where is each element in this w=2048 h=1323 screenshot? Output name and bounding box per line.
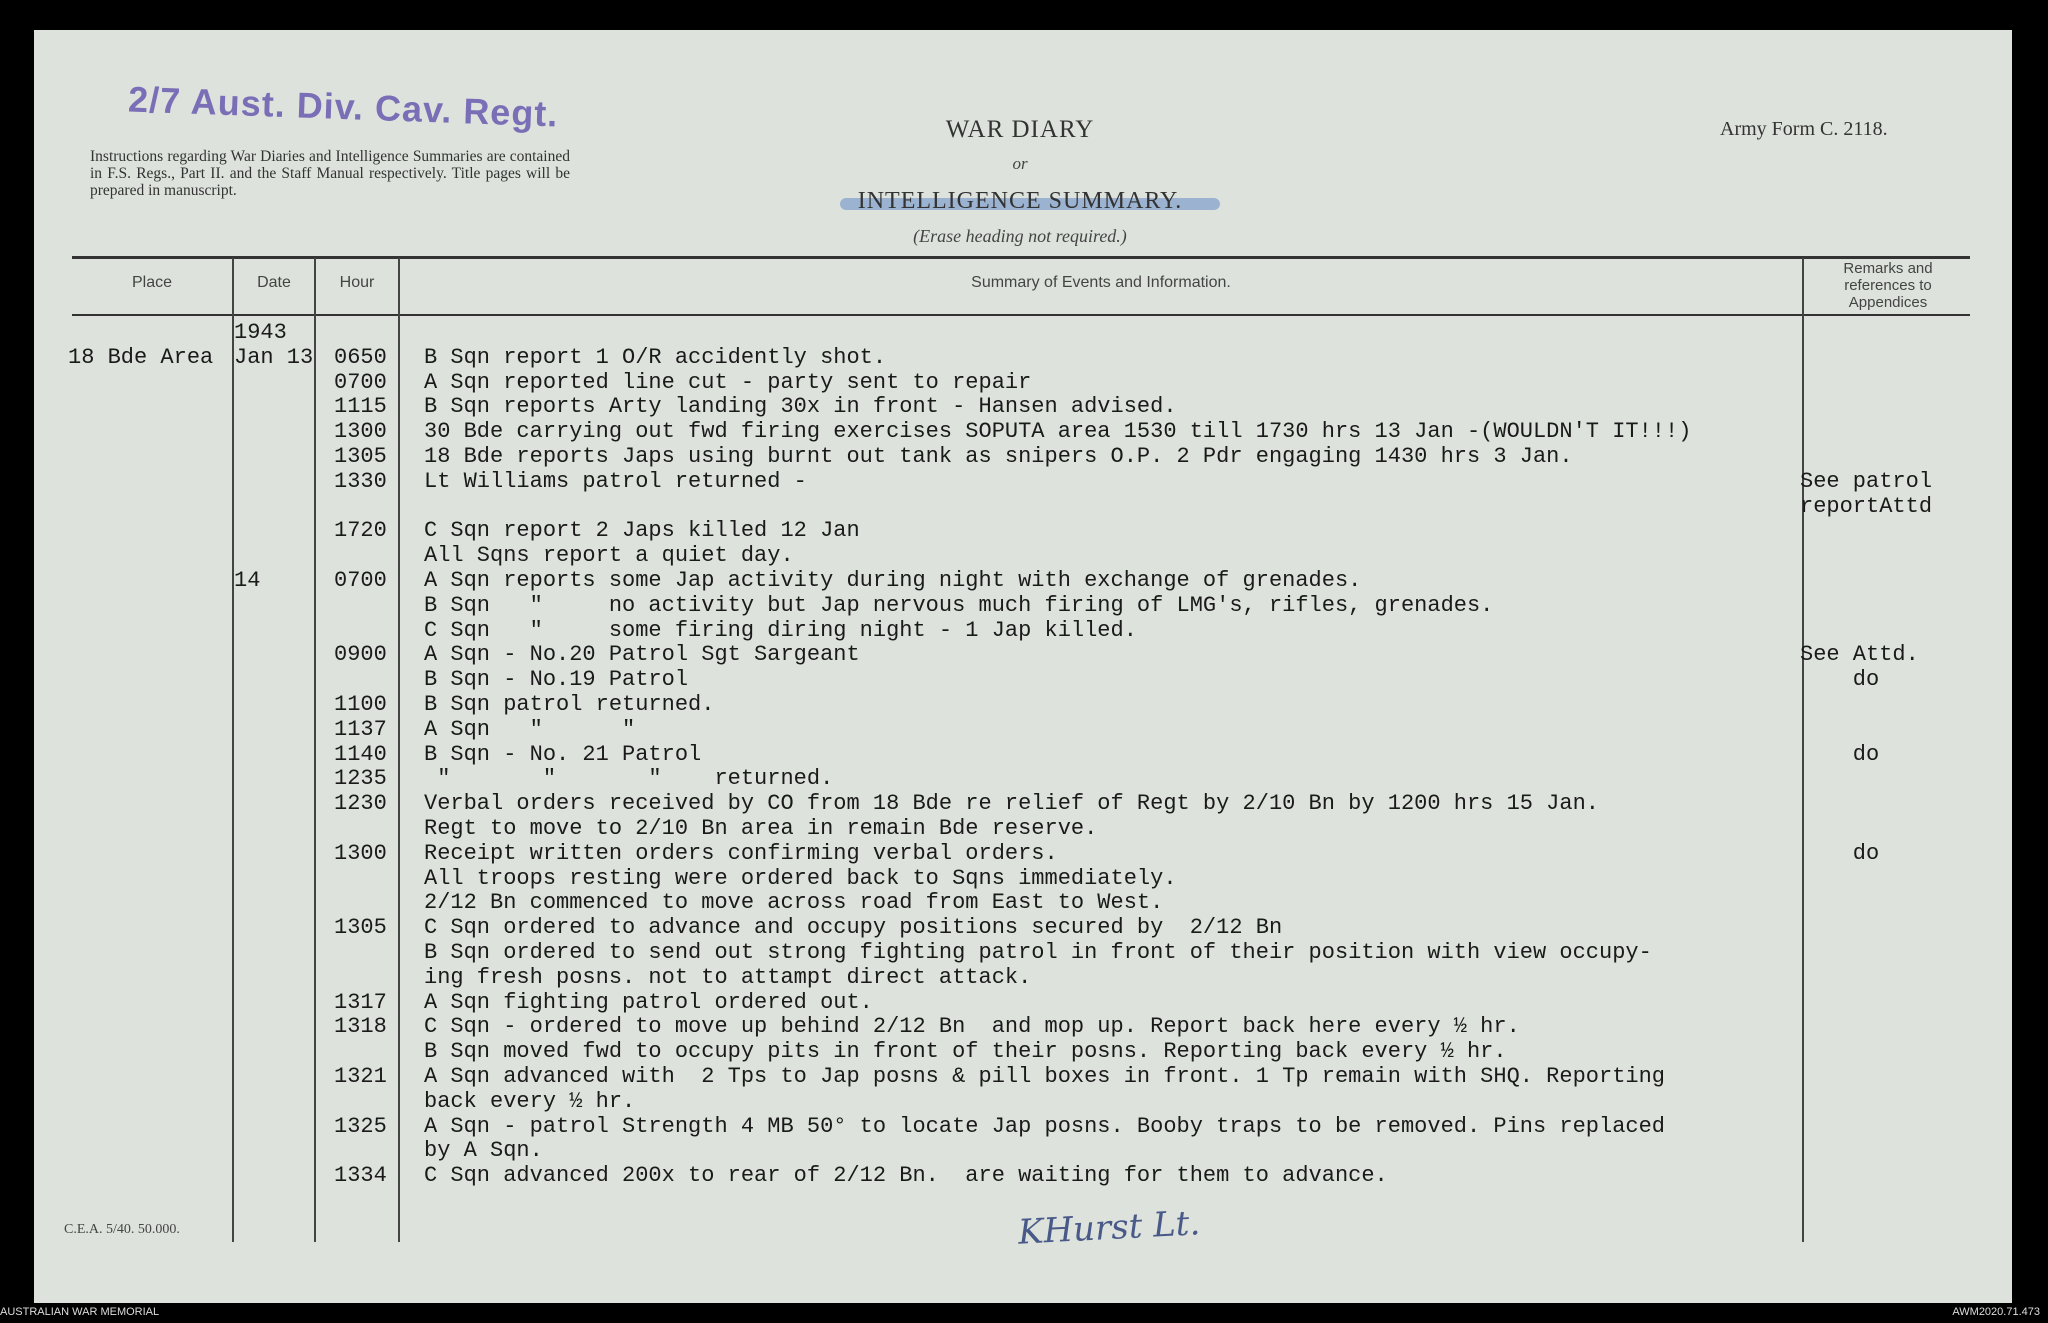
- entry-place: 18 Bde Area: [68, 344, 214, 370]
- entry-hour: 0700: [334, 568, 387, 593]
- entry-hour: 1318: [334, 1014, 387, 1040]
- diary-sheet: [34, 30, 2012, 1303]
- entry-summary: All troops resting were ordered back to Sqns immediately.: [424, 865, 1177, 891]
- title-or: or: [1012, 154, 1028, 173]
- entry-summary: 18 Bde reports Japs using burnt out tank as snipers O.P. 2 Pdr engaging 1430 hrs 3 Jan.: [424, 444, 1573, 469]
- entry-date: Jan 13: [234, 344, 314, 370]
- col-header-remarks: Remarks and references to Appendices: [1843, 260, 1933, 311]
- entry-remarks: See patrol: [1800, 468, 1933, 494]
- entry-summary: C Sqn - ordered to move up behind 2/12 Bn and mop up. Report back here every ½ hr.: [424, 1014, 1520, 1040]
- entry-remarks: See Attd.: [1800, 642, 1919, 668]
- form-print-code: C.E.A. 5/40. 50.000.: [64, 1222, 180, 1237]
- entry-date: 14: [234, 568, 261, 593]
- entry-summary: C Sqn advanced 200x to rear of 2/12 Bn. are waiting for them to advance.: [424, 1163, 1388, 1189]
- entry-hour: 1235: [334, 766, 387, 792]
- entry-summary: C Sqn ordered to advance and occupy positions secured by 2/12 Bn: [424, 915, 1283, 941]
- col-divider-date: [314, 258, 316, 1242]
- entry-summary: Regt to move to 2/10 Bn area in remain Bde reserve.: [424, 816, 1098, 841]
- entry-summary: Verbal orders received by CO from 18 Bde re relief of Regt by 2/10 Bn by 1200 hrs 15 Jan.: [424, 791, 1599, 817]
- officer-signature: KHurst Lt.: [1017, 1203, 1202, 1253]
- entry-summary: " " " returned.: [424, 766, 834, 792]
- entry-hour: 0650: [334, 344, 387, 370]
- army-form-number: Army Form C. 2118.: [1720, 118, 1888, 140]
- entry-hour: 1137: [334, 716, 387, 742]
- archive-credit: AUSTRALIAN WAR MEMORIAL: [0, 1306, 160, 1318]
- entry-hour: 1230: [334, 791, 387, 817]
- entry-summary: A Sqn - No.20 Patrol Sgt Sargeant: [424, 642, 860, 668]
- entry-hour: 1334: [334, 1163, 387, 1189]
- entry-summary: C Sqn " some firing diring night - 1 Jap killed.: [424, 617, 1137, 643]
- entry-summary: A Sqn reports some Jap activity during night with exchange of grenades.: [424, 568, 1362, 593]
- page-subtitle: [780, 188, 1260, 215]
- entry-date: 1943: [234, 320, 287, 345]
- entry-hour: 0900: [334, 642, 387, 668]
- entry-hour: 1115: [334, 394, 387, 420]
- entry-hour: 0700: [334, 369, 387, 395]
- entry-remarks: do: [1800, 741, 1880, 767]
- entry-summary: 2/12 Bn commenced to move across road from East to West.: [424, 890, 1164, 916]
- entry-summary: B Sqn ordered to send out strong fighting patrol in front of their position with view occupy-: [424, 940, 1652, 965]
- header-bottom-rule: [72, 314, 1970, 316]
- subtitle-text: INTELLIGENCE SUMMARY.: [857, 188, 1183, 214]
- entry-hour: 1325: [334, 1113, 387, 1139]
- entry-hour: 1317: [334, 989, 387, 1015]
- col-header-hour: Hour: [339, 274, 375, 291]
- entry-summary: A Sqn " ": [424, 716, 636, 742]
- entry-summary: by A Sqn.: [424, 1138, 543, 1164]
- entry-hour: 1100: [334, 692, 387, 717]
- entry-summary: back every ½ hr.: [424, 1088, 636, 1114]
- entry-summary: C Sqn report 2 Japs killed 12 Jan: [424, 518, 860, 544]
- entry-summary: 30 Bde carrying out fwd firing exercises SOPUTA area 1530 till 1730 hrs 13 Jan -(WOULDN'T IT!!!): [424, 419, 1692, 445]
- entry-summary: B Sqn " no activity but Jap nervous much firing of LMG's, rifles, grenades.: [424, 592, 1494, 618]
- entry-hour: 1720: [334, 518, 387, 544]
- entry-summary: ing fresh posns. not to attampt direct attack.: [424, 964, 1032, 990]
- entry-summary: Lt Williams patrol returned -: [424, 468, 807, 494]
- entry-summary: A Sqn reported line cut - party sent to repair: [424, 369, 1032, 395]
- entry-remarks: do: [1800, 840, 1880, 866]
- entry-summary: B Sqn - No.19 Patrol: [424, 667, 689, 693]
- col-header-summary: Summary of Events and Information.: [971, 274, 1231, 291]
- col-divider-hour: [398, 258, 400, 1242]
- entry-summary: B Sqn - No. 21 Patrol: [424, 741, 702, 767]
- col-divider-place: [232, 258, 234, 1242]
- entry-summary: A Sqn fighting patrol ordered out.: [424, 989, 873, 1015]
- entry-hour: 1305: [334, 444, 387, 469]
- col-header-date: Date: [257, 274, 291, 291]
- archive-reference: AWM2020.71.473: [1952, 1306, 2040, 1318]
- header-top-rule: [72, 256, 1970, 259]
- instructions-text: Instructions regarding War Diaries and Intelligence Summaries are contained in F.S. Regs., Part II. and the Staff Manual respectively. Title pages will be prepared in manuscript.: [90, 148, 570, 199]
- col-header-place: Place: [131, 274, 173, 291]
- entry-hour: 1140: [334, 741, 387, 767]
- unit-stamp: 2/7 Aust. Div. Cav. Regt.: [127, 78, 560, 135]
- entry-remarks: reportAttd: [1800, 493, 1933, 519]
- entry-hour: 1321: [334, 1064, 387, 1089]
- entry-summary: A Sqn - patrol Strength 4 MB 50° to locate Jap posns. Booby traps to be removed. Pins replaced: [424, 1113, 1666, 1139]
- entry-hour: 1300: [334, 419, 387, 445]
- entry-hour: 1330: [334, 468, 387, 494]
- entry-hour: 1300: [334, 840, 387, 866]
- entry-summary: B Sqn patrol returned.: [424, 692, 715, 717]
- entry-summary: A Sqn advanced with 2 Tps to Jap posns & pill boxes in front. 1 Tp remain with SHQ. Reporting: [424, 1064, 1666, 1089]
- page-title: WAR DIARY: [945, 116, 1095, 143]
- entry-summary: B Sqn report 1 O/R accidently shot.: [424, 344, 887, 370]
- entry-summary: All Sqns report a quiet day.: [424, 543, 794, 569]
- entry-summary: Receipt written orders confirming verbal orders.: [424, 840, 1058, 866]
- entry-hour: 1305: [334, 915, 387, 941]
- erase-note: (Erase heading not required.): [913, 226, 1127, 246]
- entry-remarks: do: [1800, 667, 1880, 693]
- entry-summary: B Sqn reports Arty landing 30x in front - Hansen advised.: [424, 394, 1177, 420]
- entry-summary: B Sqn moved fwd to occupy pits in front of their posns. Reporting back every ½ hr.: [424, 1039, 1507, 1065]
